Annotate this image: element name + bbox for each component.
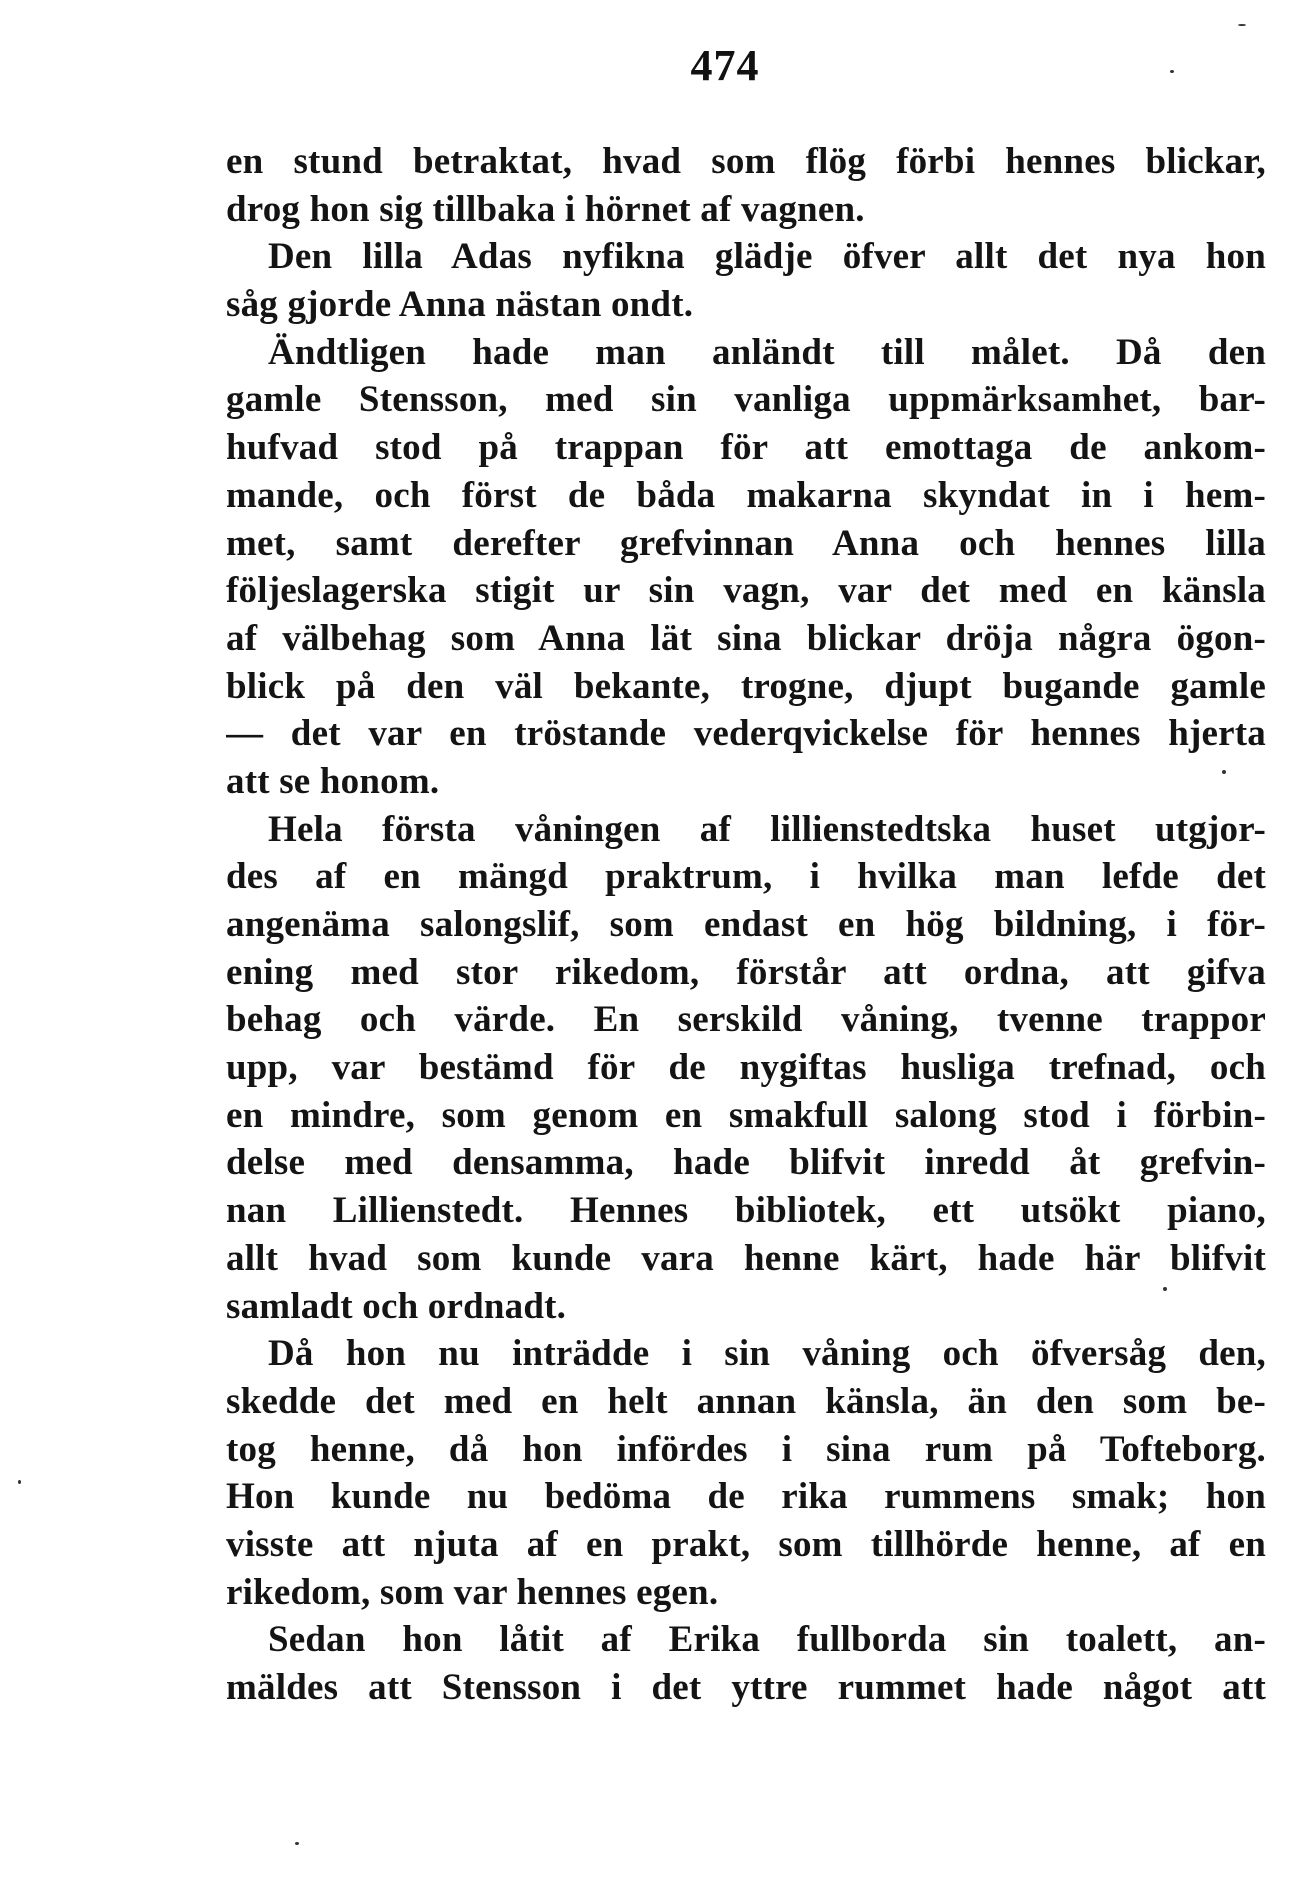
text-line: behag och värde. En serskild våning, tvenne trappor — [226, 999, 1266, 1041]
text-line: angenäma salongslif, som endast en hög bildning, i för- — [226, 904, 1266, 945]
text-line: tog henne, då hon infördes i sina rum på Tofteborg. — [226, 1428, 1266, 1470]
text-line: gamle Stensson, med sin vanliga uppmärksamhet, bar- — [226, 379, 1266, 421]
text-line: Sedan hon låtit af Erika fullborda sin toalett, an- — [268, 1619, 1266, 1661]
text-line: följeslagerska stigit ur sin vagn, var det med en känsla — [226, 570, 1266, 612]
page-body-text — [226, 138, 1266, 1712]
text-line: drog hon sig tillbaka i hörnet af vagnen. — [226, 188, 865, 230]
text-line: Ändtligen hade man anländt till målet. Då den — [268, 331, 1266, 373]
text-line: — det var en tröstande vederqvickelse för hennes hjerta — [226, 713, 1266, 755]
page-number: 474 — [690, 41, 760, 90]
text-line: allt hvad som kunde vara henne kärt, hade här blifvit — [226, 1237, 1266, 1279]
text-line: des af en mängd praktrum, i hvilka man lefde det — [226, 856, 1266, 898]
text-line: att se honom. — [226, 760, 440, 802]
text-line: hufvad stod på trappan för att emottaga de ankom- — [226, 427, 1266, 469]
text-line: ening med stor rikedom, förstår att ordna, att gifva — [226, 951, 1266, 993]
text-line: en stund betraktat, hvad som flög förbi hennes blickar, — [226, 141, 1266, 182]
text-line: mäldes att Stensson i det yttre rummet hade något att — [226, 1667, 1266, 1708]
text-line: visste att njuta af en prakt, som tillhörde henne, af en — [226, 1523, 1266, 1565]
text-line: delse med densamma, hade blifvit inredd åt grefvin- — [226, 1142, 1266, 1184]
print-speck — [1222, 770, 1226, 774]
text-line: af välbehag som Anna lät sina blickar dröja några ögon- — [226, 617, 1266, 659]
text-line: upp, var bestämd för de nygiftas husliga trefnad, och — [226, 1047, 1266, 1089]
text-line: en mindre, som genom en smakfull salong stod i förbin- — [226, 1094, 1266, 1136]
text-line: skedde det med en helt annan känsla, än den som be- — [226, 1380, 1266, 1422]
text-line: Då hon nu inträdde i sin våning och öfversåg den, — [268, 1333, 1266, 1375]
print-speck — [1163, 1287, 1167, 1291]
print-speck — [18, 1480, 21, 1484]
text-line: samladt och ordnadt. — [226, 1285, 567, 1327]
print-speck — [1170, 70, 1174, 73]
text-line: nan Lillienstedt. Hennes bibliotek, ett utsökt piano, — [226, 1190, 1266, 1232]
text-line: Hon kunde nu bedöma de rika rummens smak; hon — [226, 1476, 1266, 1518]
text-line: såg gjorde Anna nästan ondt. — [226, 284, 694, 326]
text-line: Hela första våningen af lillienstedtska huset utgjor- — [268, 808, 1266, 850]
text-line: mande, och först de båda makarna skyndat in i hem- — [226, 474, 1266, 516]
print-speck — [295, 1842, 299, 1845]
print-speck — [1238, 24, 1246, 26]
text-line: blick på den väl bekante, trogne, djupt bugande gamle — [226, 665, 1266, 707]
text-line: Den lilla Adas nyfikna glädje öfver allt det nya hon — [268, 236, 1266, 278]
text-line: met, samt derefter grefvinnan Anna och hennes lilla — [226, 522, 1266, 564]
text-line: rikedom, som var hennes egen. — [226, 1571, 719, 1613]
